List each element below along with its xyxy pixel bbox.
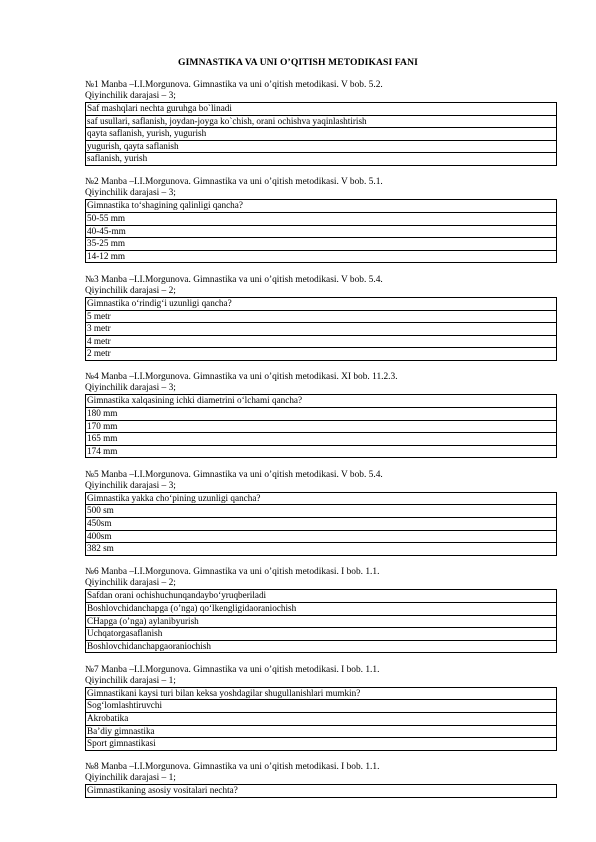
question-difficulty: Qiyinchilik darajasi – 2; — [85, 285, 176, 296]
question-text: Gimnastika yakka cho‘pining uzunligi qancha? — [85, 493, 557, 506]
answer-option: 174 mm — [85, 446, 557, 459]
answer-option: Sog‘lomlashtiruvchi — [85, 700, 557, 713]
question-block — [85, 177, 557, 263]
answer-option: 2 metr — [85, 348, 557, 361]
question-block — [85, 762, 557, 798]
question-table — [85, 589, 557, 653]
question-source: №7 Manba –I.I.Morgunova. Gimnastika va uni o’qitish metodikasi. I bob. 1.1. — [85, 664, 380, 675]
answer-option: Uchqatorgasaflanish — [85, 628, 557, 641]
answer-option: 14-12 mm — [85, 251, 557, 264]
question-difficulty: Qiyinchilik darajasi – 2; — [85, 578, 176, 589]
question-source: №6 Manba –I.I.Morgunova. Gimnastika va uni o’qitish metodikasi. I bob. 1.1. — [85, 567, 380, 578]
question-table — [85, 784, 557, 798]
question-source: №2 Manba –I.I.Morgunova. Gimnastika va uni o’qitish metodikasi. V bob. 5.1. — [85, 177, 383, 188]
answer-option: 3 metr — [85, 323, 557, 336]
question-block — [85, 470, 557, 556]
question-block — [85, 567, 557, 653]
answer-option: 180 mm — [85, 408, 557, 421]
question-block — [85, 665, 557, 751]
question-source: №8 Manba –I.I.Morgunova. Gimnastika va uni o’qitish metodikasi. I bob. 1.1. — [85, 762, 380, 773]
question-difficulty: Qiyinchilik darajasi – 1; — [85, 675, 176, 686]
question-source: №5 Manba –I.I.Morgunova. Gimnastika va uni o’qitish metodikasi. V bob. 5.4. — [85, 469, 383, 480]
question-table — [85, 102, 557, 166]
answer-option: Boshlovchidanchapgaoraniochish — [85, 641, 557, 654]
question-difficulty: Qiyinchilik darajasi – 3; — [85, 480, 176, 491]
question-difficulty: Qiyinchilik darajasi – 3; — [85, 188, 176, 199]
question-table — [85, 394, 557, 458]
question-table — [85, 687, 557, 751]
answer-option: 165 mm — [85, 433, 557, 446]
question-source: №4 Manba –I.I.Morgunova. Gimnastika va uni o’qitish metodikasi. XI bob. 11.2.3. — [85, 372, 398, 383]
question-block — [85, 80, 557, 166]
page-title: GIMNASTIKA VA UNI O’QITISH METODIKASI FANI — [178, 57, 418, 68]
question-text: Gimnastika to‘shagining qalinligi qancha? — [85, 200, 557, 213]
answer-option: 40-45-mm — [85, 226, 557, 239]
answer-option: Akrobatika — [85, 713, 557, 726]
question-text: Safdan orani ochishuchunqandaybo‘yruqberiladi — [85, 590, 557, 603]
question-text: Gimnastikaning asosiy vositalari nechta? — [85, 785, 557, 798]
question-text: Gimnastika xalqasining ichki diametrini o‘lchami qancha? — [85, 395, 557, 408]
answer-option: 4 metr — [85, 336, 557, 349]
question-block — [85, 372, 557, 458]
answer-option: CHapga (o’nga) aylanibyurish — [85, 616, 557, 629]
question-table — [85, 199, 557, 263]
answer-option: Ba’diy gimnastika — [85, 726, 557, 739]
question-text: Saf mashqlari nechta guruhga bo`linadi — [85, 103, 557, 116]
question-table — [85, 492, 557, 556]
answer-option: 382 sm — [85, 543, 557, 556]
question-table — [85, 297, 557, 361]
answer-option: 35-25 mm — [85, 238, 557, 251]
question-difficulty: Qiyinchilik darajasi – 3; — [85, 91, 176, 101]
question-list — [85, 80, 557, 809]
question-text: Gimnastika o‘rindig‘i uzunligi qancha? — [85, 298, 557, 311]
answer-option: saflanish, yurish — [85, 153, 557, 166]
question-difficulty: Qiyinchilik darajasi – 1; — [85, 773, 176, 784]
question-source: №3 Manba –I.I.Morgunova. Gimnastika va uni o’qitish metodikasi. V bob. 5.4. — [85, 274, 383, 285]
answer-option: 50-55 mm — [85, 213, 557, 226]
question-difficulty: Qiyinchilik darajasi – 3; — [85, 383, 176, 394]
answer-option: 400sm — [85, 531, 557, 544]
answer-option: 5 metr — [85, 311, 557, 324]
answer-option: 450sm — [85, 518, 557, 531]
question-text: Gimnastikani kaysi turi bilan keksa yoshdagilar shugullanishlari mumkin? — [85, 688, 557, 701]
answer-option: 500 sm — [85, 505, 557, 518]
answer-option: 170 mm — [85, 421, 557, 434]
answer-option: yugurish, qayta saflanish — [85, 141, 557, 154]
question-source: №1 Manba –I.I.Morgunova. Gimnastika va uni o’qitish metodikasi. V bob. 5.2. — [85, 80, 383, 90]
question-block — [85, 275, 557, 361]
answer-option: Sport gimnastikasi — [85, 738, 557, 751]
answer-option: saf usullari, saflanish, joydan-joyga ko`chish, orani ochishva yaqinlashtirish — [85, 116, 557, 129]
answer-option: Boshlovchidanchapga (o’nga) qo‘lkengligidaoraniochish — [85, 603, 557, 616]
answer-option: qayta saflanish, yurish, yugurish — [85, 128, 557, 141]
